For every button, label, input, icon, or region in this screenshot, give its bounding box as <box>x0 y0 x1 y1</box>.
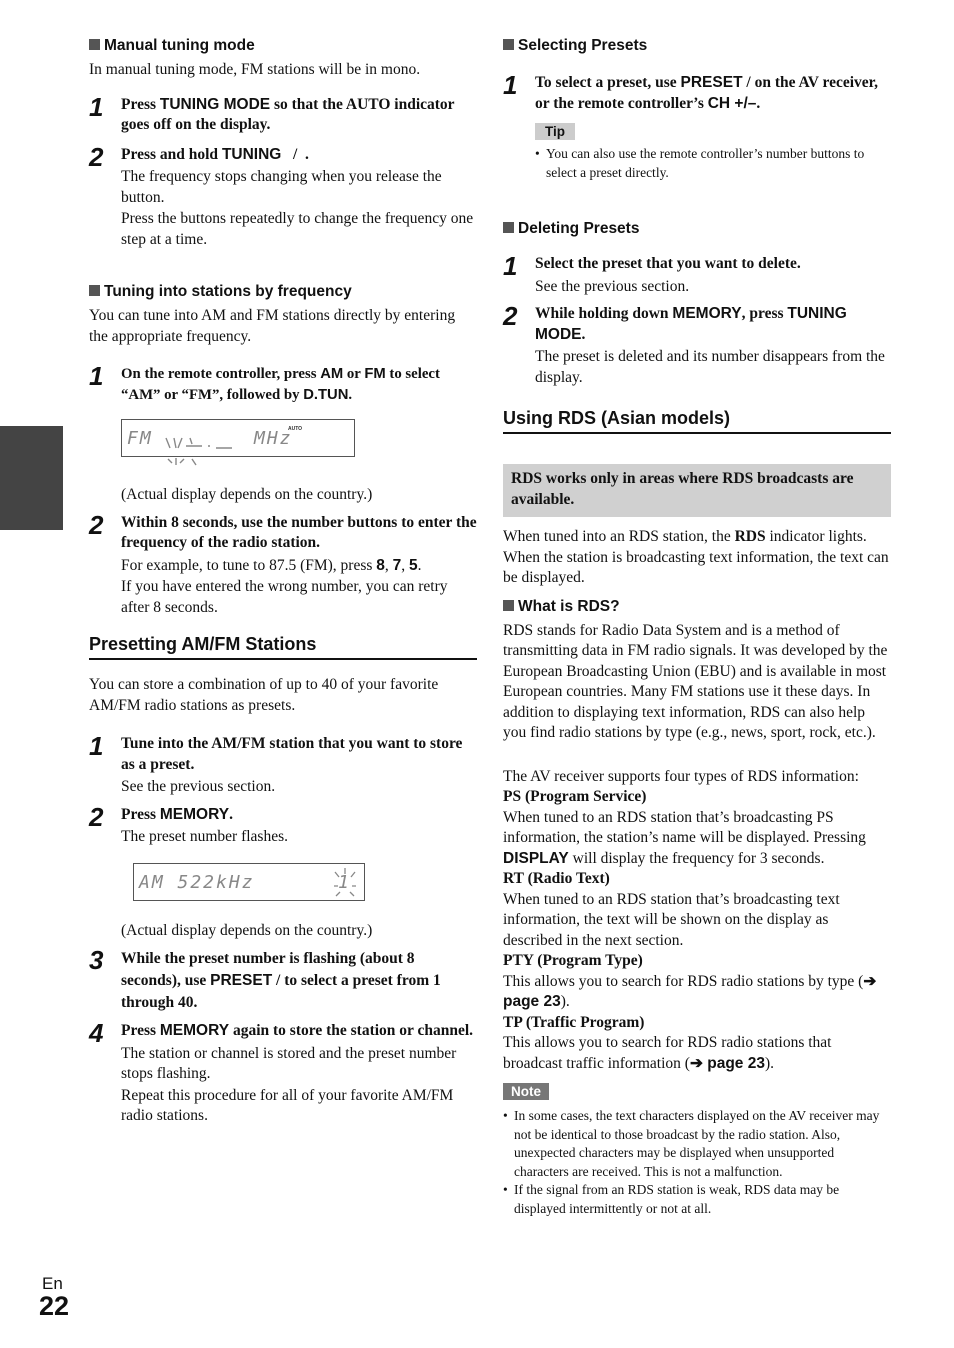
preset-step-1: 1 Tune into the AM/FM station that you want to store as a preset. See the previous section. <box>89 731 463 795</box>
left-column <box>89 36 477 1127</box>
frequency-intro: You can tune into AM and FM stations directly by entering the appropriate frequency. <box>89 307 456 345</box>
select-step-1: 1 To select a preset, use PRESET / on the AV receiver, or the remote controller’s CH +/–. Tip • You can also use the remote controller’s number buttons to select a preset directly. <box>503 73 891 182</box>
manual-step-2: 2 Press and hold TUNING / . The frequency stops changing when you release the button. Press the buttons repeatedly to change the frequency one step at a time. <box>89 141 474 248</box>
section-title-frequency: Tuning into stations by frequency <box>89 282 477 302</box>
lcd-display-preset: AM 522kHz 1 <box>133 863 365 901</box>
square-bullet-icon <box>89 39 100 50</box>
section-title-selecting: Selecting Presets <box>503 36 891 56</box>
tip-badge: Tip <box>535 123 575 140</box>
caption: (Actual display depends on the country.) <box>121 921 373 939</box>
term-pty: PTY (Program Type) <box>503 952 643 969</box>
section-title-what-is-rds: What is RDS? <box>503 597 891 617</box>
rds-callout: RDS works only in areas where RDS broadcasts are available. <box>503 464 891 517</box>
square-bullet-icon <box>503 600 514 611</box>
square-bullet-icon <box>503 39 514 50</box>
heading-rds: Using RDS (Asian models) <box>503 408 891 434</box>
delete-step-1: 1 Select the preset that you want to delete. See the previous section. <box>503 251 801 295</box>
preset-step-2: 2 Press MEMORY. The preset number flashes. AM 522kHz 1 (Actual display depends on the country.) <box>89 805 477 942</box>
rds-types-intro: The AV receiver supports four types of RDS information: <box>503 767 859 785</box>
note-badge: Note <box>503 1083 549 1100</box>
term-ps: PS (Program Service) <box>503 788 647 805</box>
language-label: En <box>42 1274 63 1293</box>
right-column: Selecting Presets 1 To select a preset, use PRESET / on the AV receiver, or the remote controller’s CH +/–. Tip • You can also use the remote controller’s number buttons to select a preset directly. Deleting Presets 1 Select the preset that you want to delete. See the previous section. 2 While holding down MEMORY, press TUNING MODE. The preset is deleted and its number disappears from the display. Using RDS (Asian models) RDS works only in areas where RDS broadcasts are available. When tuned into an RDS station, the RDS indicator lights. When the station is broadcasting text information, the text can be displayed. What is RDS? RDS stands for Radio Data System and is a method of transmitting data in FM radio signals. It was developed by the European Broadcasting Union (EBU) and is available in most European countries. Many FM stations use it these days. In addition to displaying text information, RDS can also help you find radio stations by type (e.g., news, sport, rock, etc.). The AV receiver supports four types of RDS information: PS (Program Service) When tuned to an RDS station that’s broadcasting PS information, the station’s name will be displayed. Pressing DISPLAY will display the frequency for 3 seconds. RT (Radio Text) When tuned to an RDS station that’s broadcasting text information, the text will be shown on the display as described in the next section. PTY (Program Type) This allows you to search for RDS radio stations by type (➔ page 23). TP (Traffic Program) This allows you to search for RDS radio stations that broadcast traffic information (➔ page 23). Note • In some cases, the text characters displayed on the AV receiver may not be identical to those broadcast by the radio station. Also, unexpected characters may be displayed when unsupported characters are received. This is not a malfunction. • If the signal from an RDS station is weak, RDS data may be displayed intermittently or not at all. <box>503 36 891 1218</box>
lcd-display-frequency: FM MHz AUTO <box>121 419 355 457</box>
section-title-deleting: Deleting Presets <box>503 219 891 239</box>
heading-presetting: Presetting AM/FM Stations <box>89 634 477 660</box>
caption: (Actual display depends on the country.) <box>121 486 373 503</box>
tip-list: • You can also use the remote controller’s number buttons to select a preset directly. <box>535 145 891 182</box>
section-tab <box>0 426 63 530</box>
preset-step-4: 4 Press MEMORY again to store the station or channel. The station or channel is stored and the preset number stops flashing. Repeat this procedure for all of your favorite AM/FM radio stations. <box>89 1018 474 1124</box>
frequency-step-2: 2 Within 8 seconds, use the number buttons to enter the frequency of the radio station. For example, to tune to 87.5 (FM), press 8, 7, 5. If you have entered the wrong number, you can retry after 8 seconds. <box>89 509 477 616</box>
blinking-digits-icon <box>162 432 242 470</box>
delete-step-2: 2 While holding down MEMORY, press TUNING MODE. The preset is deleted and its number disappears from the display. <box>503 301 885 386</box>
presetting-intro: You can store a combination of up to 40 of your favorite AM/FM radio stations as presets. <box>89 676 439 714</box>
frequency-step-1: 1 On the remote controller, press AM or FM to select “AM” or “FM”, followed by D.TUN. FM MHz AUTO (Actual display depends on the country.) <box>89 364 477 506</box>
arrow-right-icon: ➔ <box>689 1054 708 1072</box>
section-title-manual: Manual tuning mode <box>89 36 477 56</box>
arrow-right-icon: ➔ <box>863 972 877 990</box>
note-list: • In some cases, the text characters displayed on the AV receiver may not be identical to those broadcast by the radio station. Also, unexpected characters may be displayed when unsupported characters are received. This is not a malfunction. • If the signal from an RDS station is weak, RDS data may be displayed intermittently or not at all. <box>503 1107 891 1218</box>
rds-intro: When tuned into an RDS station, the RDS indicator lights. When the station is broadcasting text information, the text can be displayed. <box>503 528 889 586</box>
page-link: page 23 <box>503 993 561 1010</box>
term-tp: TP (Traffic Program) <box>503 1013 645 1031</box>
term-rt: RT (Radio Text) <box>503 870 610 887</box>
square-bullet-icon <box>503 222 514 233</box>
page-number: 22 <box>39 1291 70 1321</box>
preset-step-3: 3 While the preset number is flashing (about 8 seconds), use PRESET / to select a preset from 1 through 40. <box>89 945 441 1011</box>
manual-step-1: 1 Press TUNING MODE so that the AUTO indicator goes off on the display. <box>89 91 455 133</box>
what-is-rds-body: RDS stands for Radio Data System and is a method of transmitting data in FM radio signals. It was developed by the European Broadcasting Union (EBU) and is available in most European countries. Many FM stations use it these days. In addition to displaying text information, RDS can also help you find radio stations by type (e.g., news, sport, rock, etc.). <box>503 621 888 741</box>
manual-intro: In manual tuning mode, FM stations will be in mono. <box>89 61 421 78</box>
square-bullet-icon <box>89 285 100 296</box>
page-link: page 23 <box>707 1054 765 1072</box>
